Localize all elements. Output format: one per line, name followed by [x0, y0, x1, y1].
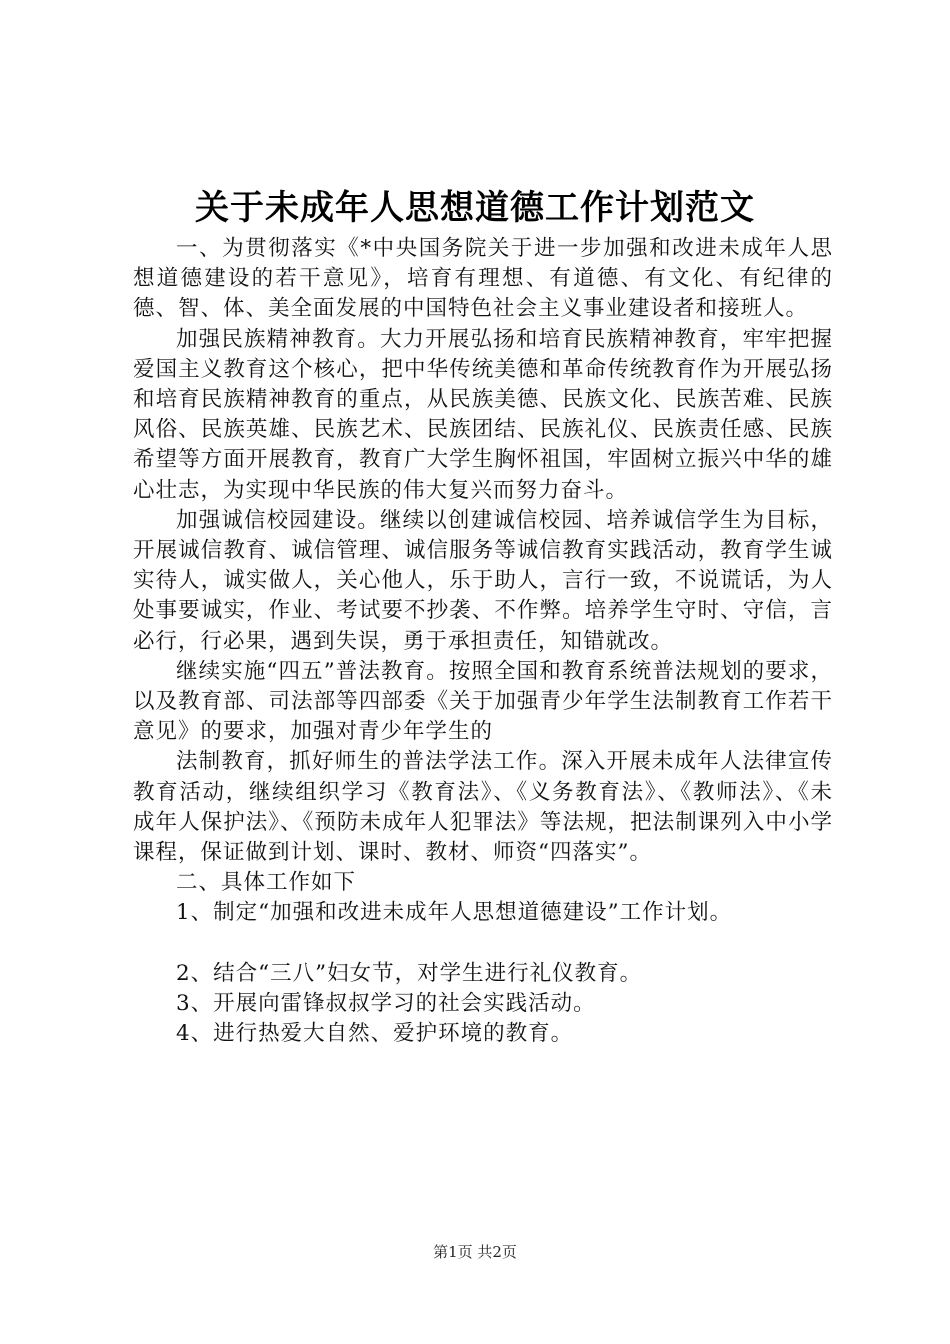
list-item: 3、开展向雷锋叔叔学习的社会实践活动。: [176, 990, 596, 1016]
document-title: 关于未成年人思想道德工作计划范文: [195, 188, 755, 228]
page-number-footer: 第1页 共2页: [433, 1243, 517, 1261]
paragraph-integrity-campus: 加强诚信校园建设。继续以创建诚信校园、培养诚信学生为目标，开展诚信教育、诚信管理、诚信服务等诚信教育实践活动，教育学生诚实待人，诚实做人，关心他人，乐于助人，言行一致，不说谎话，为人处事要诚实，作业、考试要不抄袭、不作弊。培养学生守时、守信，言必行，行必果，遇到失误，勇于承担责任，知错就改。: [133, 507, 833, 654]
list-item: 2、结合“三八”妇女节，对学生进行礼仪教育。: [176, 960, 643, 986]
paragraph-intro: 一、为贯彻落实《*中央国务院关于进一步加强和改进未成年人思想道德建设的若干意见》，培育有理想、有道德、有文化、有纪律的德、智、体、美全面发展的中国特色社会主义事业建设者和接班人。: [133, 236, 833, 322]
paragraph-national-spirit: 加强民族精神教育。大力开展弘扬和培育民族精神教育，牢牢把握爱国主义教育这个核心，把中华传统美德和革命传统教育作为开展弘扬和培育民族精神教育的重点，从民族美德、民族文化、民族苦难、民族风俗、民族英雄、民族艺术、民族团结、民族礼仪、民族责任感、民族希望等方面开展教育，教育广大学生胸怀祖国，牢固树立振兴中华的雄心壮志，为实现中华民族的伟大复兴而努力奋斗。: [133, 326, 833, 503]
document-body: [133, 234, 833, 1049]
paragraph-legal-education-continued: 法制教育，抓好师生的普法学法工作。深入开展未成年人法律宣传教育活动，继续组织学习《教育法》、《义务教育法》、《教师法》、《未成年人保护法》、《预防未成年人犯罪法》等法规，把法制课列入中小学课程，保证做到计划、课时、教材、师资“四落实”。: [133, 749, 833, 866]
blank-line: [133, 929, 833, 959]
paragraph-legal-education: 继续实施“四五”普法教育。按照全国和教育系统普法规划的要求，以及教育部、司法部等四部委《关于加强青少年学生法制教育工作若干意见》的要求，加强对青少年学生的: [133, 658, 833, 745]
list-item: 4、进行热爱大自然、爱护环境的教育。: [176, 1021, 574, 1047]
list-item: 1、制定“加强和改进未成年人思想道德建设”工作计划。: [176, 900, 733, 926]
paragraph-section-two-heading: 二、具体工作如下: [176, 870, 357, 896]
